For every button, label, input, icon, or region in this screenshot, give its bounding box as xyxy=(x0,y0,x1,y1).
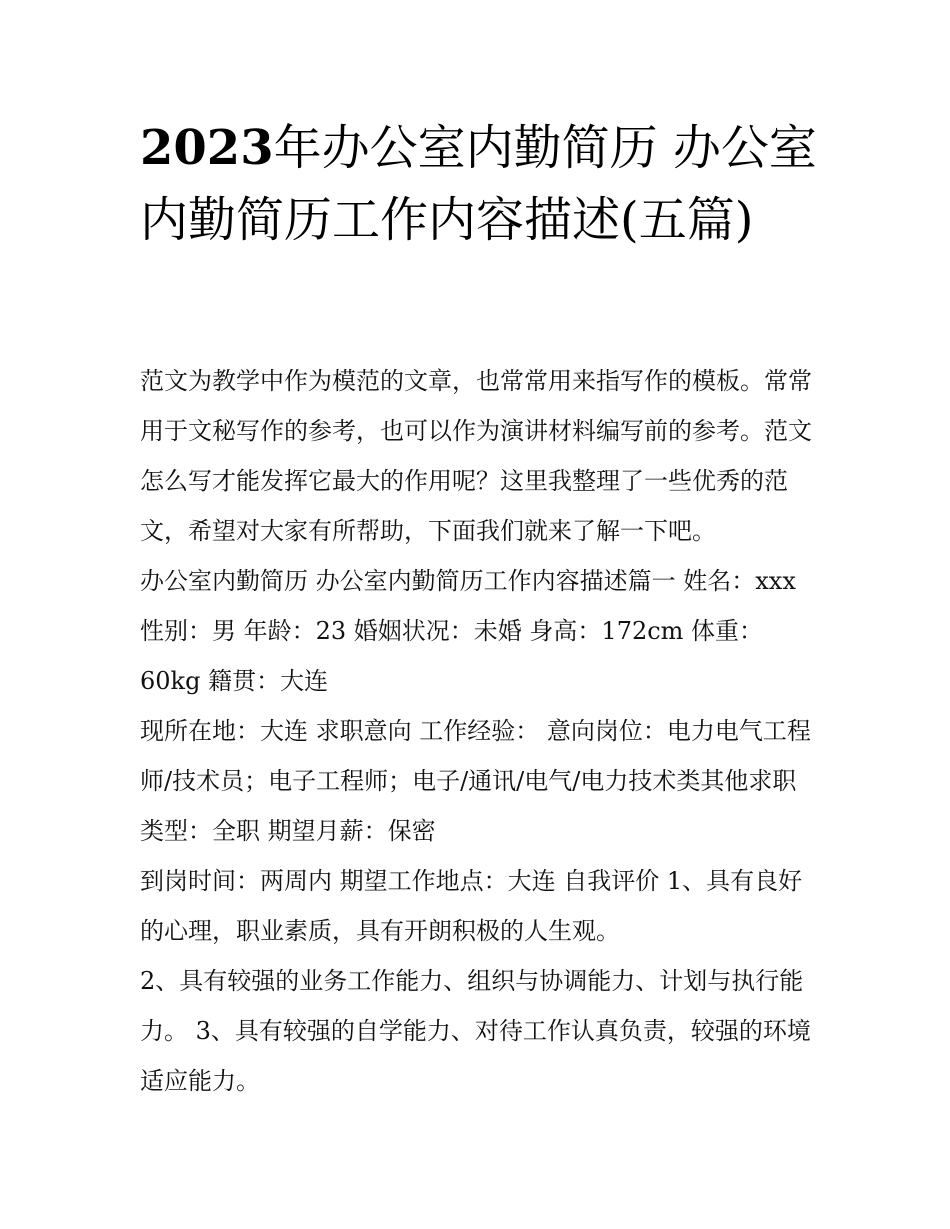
paragraph-self-evaluation: 到岗时间：两周内 期望工作地点：大连 自我评价 1、具有良好的心理，职业素质，具有开朗积极的人生观。 xyxy=(140,867,803,945)
paragraph-job-intention: 现所在地：大连 求职意向 工作经验： 意向岗位：电力电气工程师/技术员；电子工程师；电子/通讯/电气/电力技术类其他求职类型：全职 期望月薪：保密 xyxy=(140,717,811,845)
title-year: 2023 xyxy=(140,120,274,176)
paragraph-personal-info: 办公室内勤简历 办公室内勤简历工作内容描述篇一 姓名：xxx 性别：男 年龄：23 婚姻状况：未婚 身高：172cm 体重：60kg 籍贯：大连 xyxy=(140,567,796,695)
paragraph-intro: 范文为教学中作为模范的文章，也常常用来指写作的模板。常常用于文秘写作的参考，也可以作为演讲材料编写前的参考。范文怎么写才能发挥它最大的作用呢？这里我整理了一些优秀的范文，希望对大家有所帮助，下面我们就来了解一下吧。 xyxy=(140,367,812,545)
paragraph-abilities: 2、具有较强的业务工作能力、组织与协调能力、计划与执行能力。 3、具有较强的自学能力、对待工作认真负责，较强的环境适应能力。 xyxy=(140,967,811,1095)
title-text: 年办公室内勤简历 办公室内勤简历工作内容描述(五篇) xyxy=(140,120,817,248)
document-body xyxy=(140,356,812,1106)
document-title xyxy=(140,112,820,256)
